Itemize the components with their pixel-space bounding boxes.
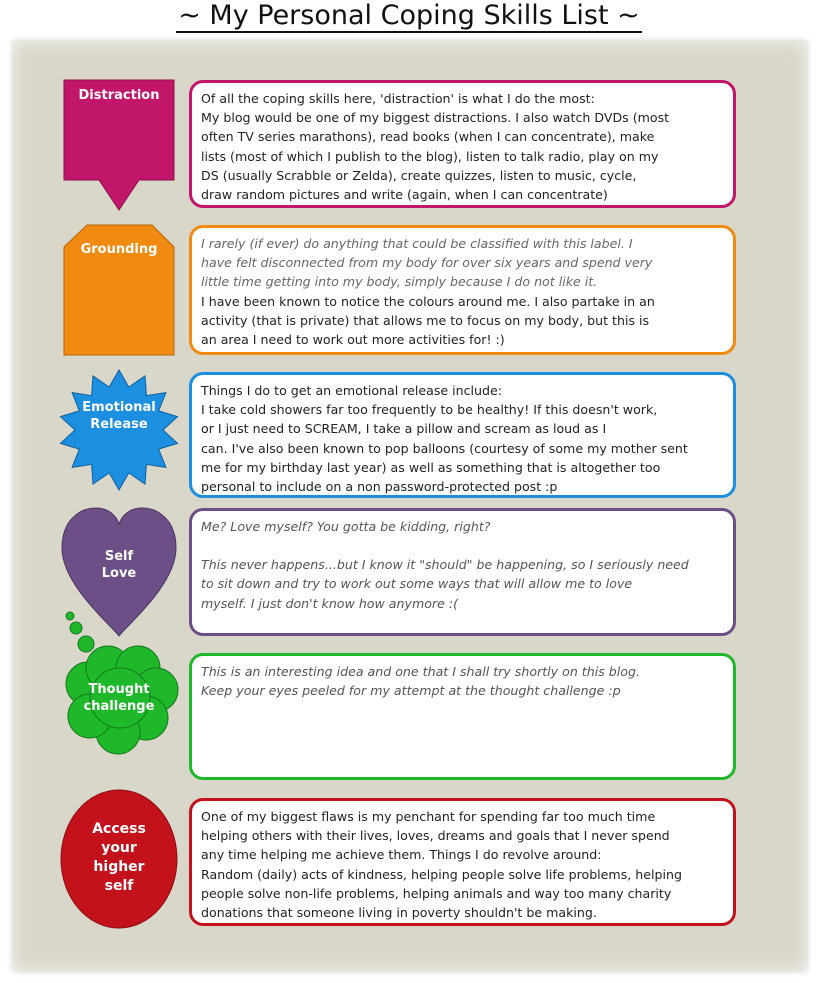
self-love-line: to sit down and try to work out some ways that will allow me to love <box>201 576 633 592</box>
self-love-line: This never happens...but I know it "should" be happening, so I seriously need <box>201 557 689 573</box>
distraction-label: Distraction <box>78 87 160 103</box>
grounding-label: Grounding <box>80 241 158 257</box>
self-love-label: Self Love <box>101 549 137 581</box>
higher-self-line: helping others with their lives, loves, dreams and goals that I never spend <box>201 828 670 844</box>
emotional-release-line: me for my birthday last year) as well as something that is altogether too <box>201 459 661 475</box>
higher-self-line: donations that someone living in poverty shouldn't be making. <box>201 905 597 921</box>
thought-challenge-line: Keep your eyes peeled for my attempt at the thought challenge :p <box>201 683 621 699</box>
distraction-line: My blog would be one of my biggest distractions. I also watch DVDs (most <box>201 110 670 126</box>
higher-self-line: people solve non-life problems, helping animals and way too many charity <box>201 885 672 901</box>
emotional-release-line: personal to include on a non password-protected post :p <box>201 479 558 495</box>
higher-self-line: One of my biggest flaws is my penchant for spending far too much time <box>201 809 656 824</box>
thought-challenge-label: Thought challenge <box>83 682 155 714</box>
higher-self-box <box>189 798 736 926</box>
emotional-release-line: I take cold showers far too frequently to be healthy! If this doesn't work, <box>201 402 658 418</box>
emotional-release-label: Emotional Release <box>82 400 156 432</box>
distraction-line: draw random pictures and write (again, when I can concentrate) <box>201 187 608 203</box>
grounding-light-line: I rarely (if ever) do anything that could be classified with this label. I <box>201 236 633 251</box>
grounding-line: activity (that is private) that allows me to focus on my body, but this is <box>201 312 650 328</box>
distraction-line: Of all the coping skills here, 'distraction' is what I do the most: <box>201 91 595 106</box>
higher-self-label: Access your higher self <box>92 821 146 894</box>
emotional-release-line: can. I've also been known to pop balloons (courtesy of some my mother sent <box>201 440 688 456</box>
distraction-line: DS (usually Scrabble or Zelda), create quizzes, listen to music, cycle, <box>201 167 637 183</box>
higher-self-line: Random (daily) acts of kindness, helping people solve life problems, helping <box>201 866 682 882</box>
grounding-line: an area I need to work out more activities for! :) <box>201 332 505 348</box>
self-love-line: myself. I just don't know how anymore :( <box>201 595 459 611</box>
emotional-release-line: Things I do to get an emotional release include: <box>201 383 503 398</box>
distraction-line: lists (most of which I publish to the blog), listen to talk radio, play on my <box>201 148 659 164</box>
self-love-line: Me? Love myself? You gotta be kidding, right? <box>201 519 491 534</box>
higher-self-line: any time helping me achieve them. Things I do revolve around: <box>201 847 602 863</box>
grounding-light-line: little time getting into my body, simply because I do not like it. <box>201 274 598 290</box>
grounding-line: I have been known to notice the colours around me. I also partake in an <box>201 293 655 309</box>
page-title: ~ My Personal Coping Skills List ~ <box>178 0 640 31</box>
grounding-light-line: have felt disconnected from my body for over six years and spend very <box>201 255 653 271</box>
distraction-line: often TV series marathons), read books (when I can concentrate), make <box>201 129 655 145</box>
emotional-release-line: or I just need to SCREAM, I take a pillow and scream as loud as I <box>201 421 607 437</box>
thought-challenge-line: This is an interesting idea and one that I shall try shortly on this blog. <box>201 664 640 679</box>
